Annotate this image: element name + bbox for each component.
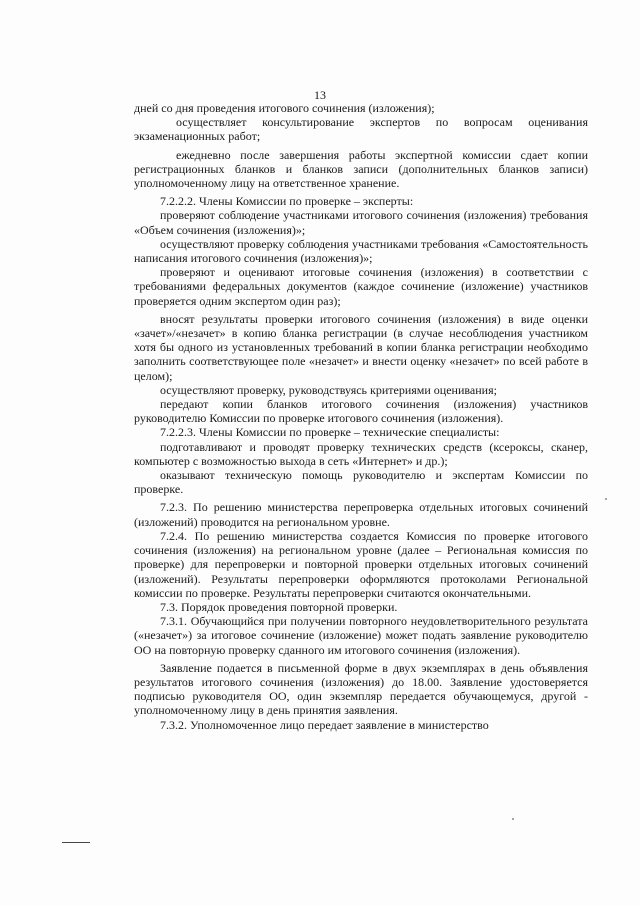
paragraph: 7.3.1. Обучающийся при получении повторного неудовлетворительного результата («незачет») за итоговое сочинение (изложение) может подать заявление руководителю ОО на повторную проверку сданного им итогового сочинения (изложения). (134, 614, 588, 657)
section-heading: 7.3. Порядок проведения повторной проверки. (160, 599, 398, 614)
paragraph: ежедневно после завершения работы экспертной комиссии сдает копии регистрационных бланков и бланков записи (дополнительных бланков записи) уполномоченному лицу на ответственное хранение. (134, 147, 588, 191)
paragraph: проверяют соблюдение участниками итогового сочинения (изложения) требования «Объем сочинения (изложения)»; (134, 208, 588, 237)
page-number: 13 (314, 88, 326, 102)
paragraph: дней со дня проведения итогового сочинения (изложения); (134, 101, 435, 115)
paragraph: 7.2.4. По решению министерства создается Комиссия по проверке итогового сочинения (изложения) на региональном уровне (далее – Региональная комиссия по проверке) для перепроверки и повторной проверки отдельных итоговых сочинений (изложений). Результаты перепроверки оформляются протоколами Региональной комиссии по проверке. Результаты перепроверки считаются окончательными. (134, 528, 588, 600)
paragraph: вносят результаты проверки итогового сочинения (изложения) в виде оценки «зачет»/«незачет» в копию бланка регистрации (в случае несоблюдения участником хотя бы одного из установленных требований в копии бланка регистрации необходимо заполнить соответствующее поле «незачет» и внести оценку «незачет» по всей работе в целом); (134, 311, 588, 383)
paragraph: осуществляет консультирование экспертов по вопросам оценивания экзаменационных работ; (134, 115, 588, 144)
section-heading: 7.2.2.2. Члены Комиссии по проверке – эксперты: (160, 194, 414, 209)
document-body (134, 101, 588, 732)
paragraph: 7.2.3. По решению министерства перепроверка отдельных итоговых сочинений (изложений) проводится на региональном уровне. (134, 500, 588, 529)
paragraph: подготавливают и проводят проверку технических средств (ксероксы, сканер, компьютер с возможностью выхода в сеть «Интернет» и др.); (134, 439, 588, 468)
paragraph: осуществляют проверку, руководствуясь критериями оценивания; (160, 382, 497, 397)
paragraph: проверяют и оценивают итоговые сочинения (изложения) в соответствии с требованиями федеральных документов (каждое сочинение (изложение) участников проверяется одним экспертом один раз); (134, 265, 588, 308)
paragraph: Заявление подается в письменной форме в двух экземплярах в день объявления результатов итогового сочинения (изложения) до 18.00. Заявление удостоверяется подписью руководителя ОО, один экземпляр передается обучающемуся, другой - уполномоченному лицу в день принятия заявления. (134, 660, 588, 718)
paragraph: передают копии бланков итогового сочинения (изложения) участников руководителю Комиссии по проверке итогового сочинения (изложения). (134, 397, 588, 426)
paragraph: оказывают техническую помощь руководителю и экспертам Комиссии по проверке. (134, 468, 588, 497)
scan-mark (62, 842, 90, 843)
scan-speck (605, 498, 607, 500)
paragraph: осуществляют проверку соблюдения участниками требования «Самостоятельность написания итогового сочинения (изложения)»; (134, 236, 588, 266)
paragraph: 7.3.2. Уполномоченное лицо передает заявление в министерство (160, 717, 489, 732)
scan-speck (512, 818, 514, 820)
section-heading: 7.2.2.3. Члены Комиссии по проверке – технические специалисты: (160, 425, 500, 440)
